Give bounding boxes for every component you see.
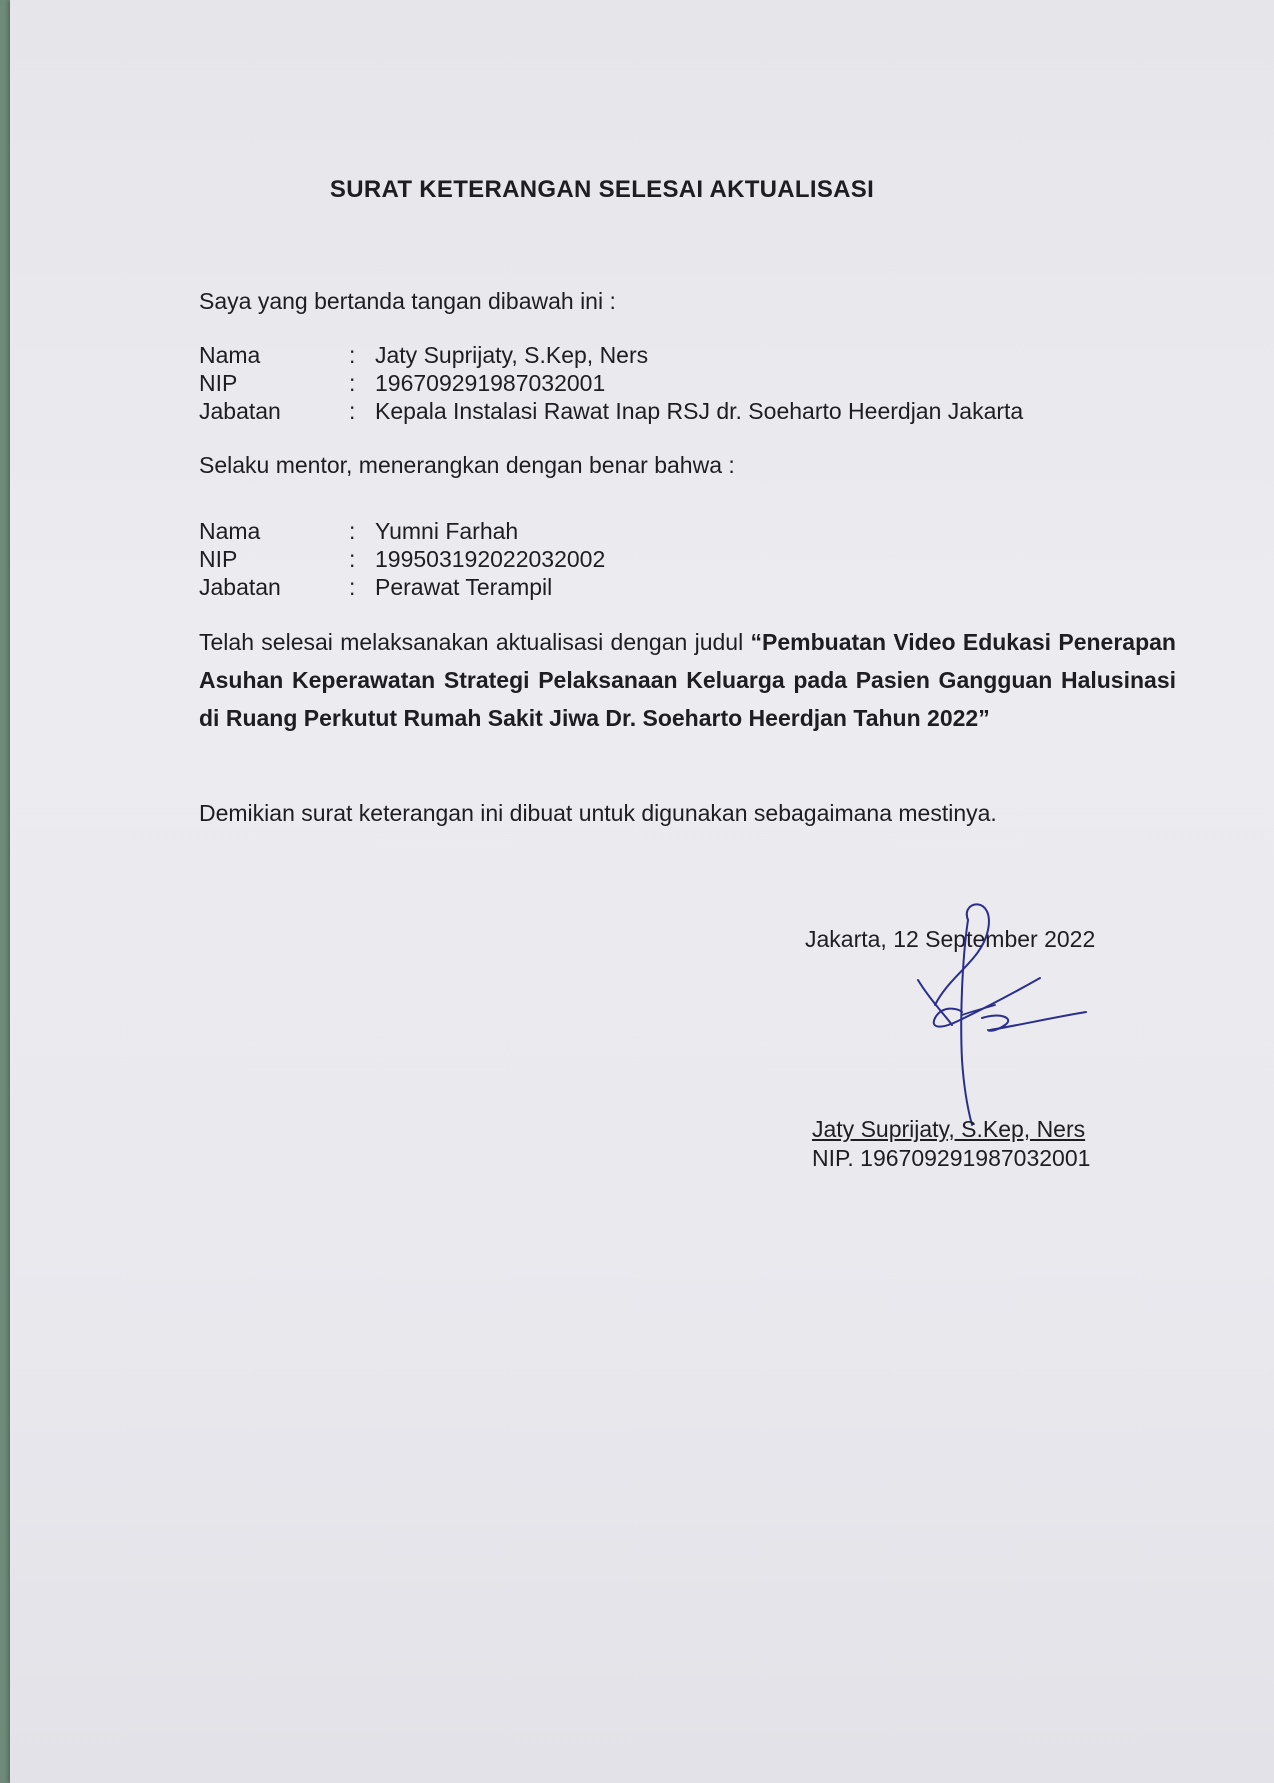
subject-details xyxy=(199,517,1099,601)
handwritten-signature xyxy=(890,900,1090,1130)
subject-nip-value: 199503192022032002 xyxy=(375,546,606,572)
subject-name-row xyxy=(199,517,1099,545)
signer-nip-label: NIP xyxy=(199,370,238,396)
signer-position-row xyxy=(199,397,1099,425)
signature-nip: NIP. 196709291987032001 xyxy=(812,1145,1091,1171)
signer-nip-value: 196709291987032001 xyxy=(375,370,606,396)
subject-nip-label: NIP xyxy=(199,546,238,572)
mentor-intro: Selaku mentor, menerangkan dengan benar bahwa : xyxy=(199,452,735,478)
colon: : xyxy=(349,342,356,368)
subject-position-label: Jabatan xyxy=(199,574,281,600)
closing-sentence: Demikian surat keterangan ini dibuat untuk digunakan sebagaimana mestinya. xyxy=(199,800,997,826)
subject-name-label: Nama xyxy=(199,518,261,544)
statement-prefix: Telah selesai melaksanakan aktualisasi dengan judul xyxy=(199,629,751,655)
signer-nip-row xyxy=(199,369,1099,397)
letter-title: SURAT KETERANGAN SELESAI AKTUALISASI xyxy=(329,176,875,203)
date-line: Jakarta, 12 September 2022 xyxy=(805,926,1096,952)
colon: : xyxy=(349,546,356,572)
colon: : xyxy=(349,370,356,396)
colon: : xyxy=(349,518,356,544)
statement-title: “Pembuatan Video Edukasi Penerapan Asuhan Keperawatan Strategi Pelaksanaan Keluarga pada Pasien Gangguan Halusinasi di Ruang Perkutut Rumah Sakit Jiwa Dr. Soeharto Heerdjan Tahun 2022” xyxy=(199,629,1176,731)
signer-name-value: Jaty Suprijaty, S.Kep, Ners xyxy=(375,342,649,368)
colon: : xyxy=(349,398,356,424)
letter-page xyxy=(10,0,1274,1783)
signer-name-label: Nama xyxy=(199,342,261,368)
signer-name-row xyxy=(199,341,1099,369)
statement-paragraph xyxy=(199,623,1176,737)
signer-details xyxy=(199,341,1099,425)
subject-position-row xyxy=(199,573,1099,601)
signer-position-label: Jabatan xyxy=(199,398,281,424)
signature-name: Jaty Suprijaty, S.Kep, Ners xyxy=(812,1116,1086,1142)
subject-position-value: Perawat Terampil xyxy=(375,574,553,600)
signer-intro: Saya yang bertanda tangan dibawah ini : xyxy=(199,288,616,314)
colon: : xyxy=(349,574,356,600)
signer-position-value: Kepala Instalasi Rawat Inap RSJ dr. Soeharto Heerdjan Jakarta xyxy=(375,398,1024,424)
subject-name-value: Yumni Farhah xyxy=(375,518,519,544)
subject-nip-row xyxy=(199,545,1099,573)
